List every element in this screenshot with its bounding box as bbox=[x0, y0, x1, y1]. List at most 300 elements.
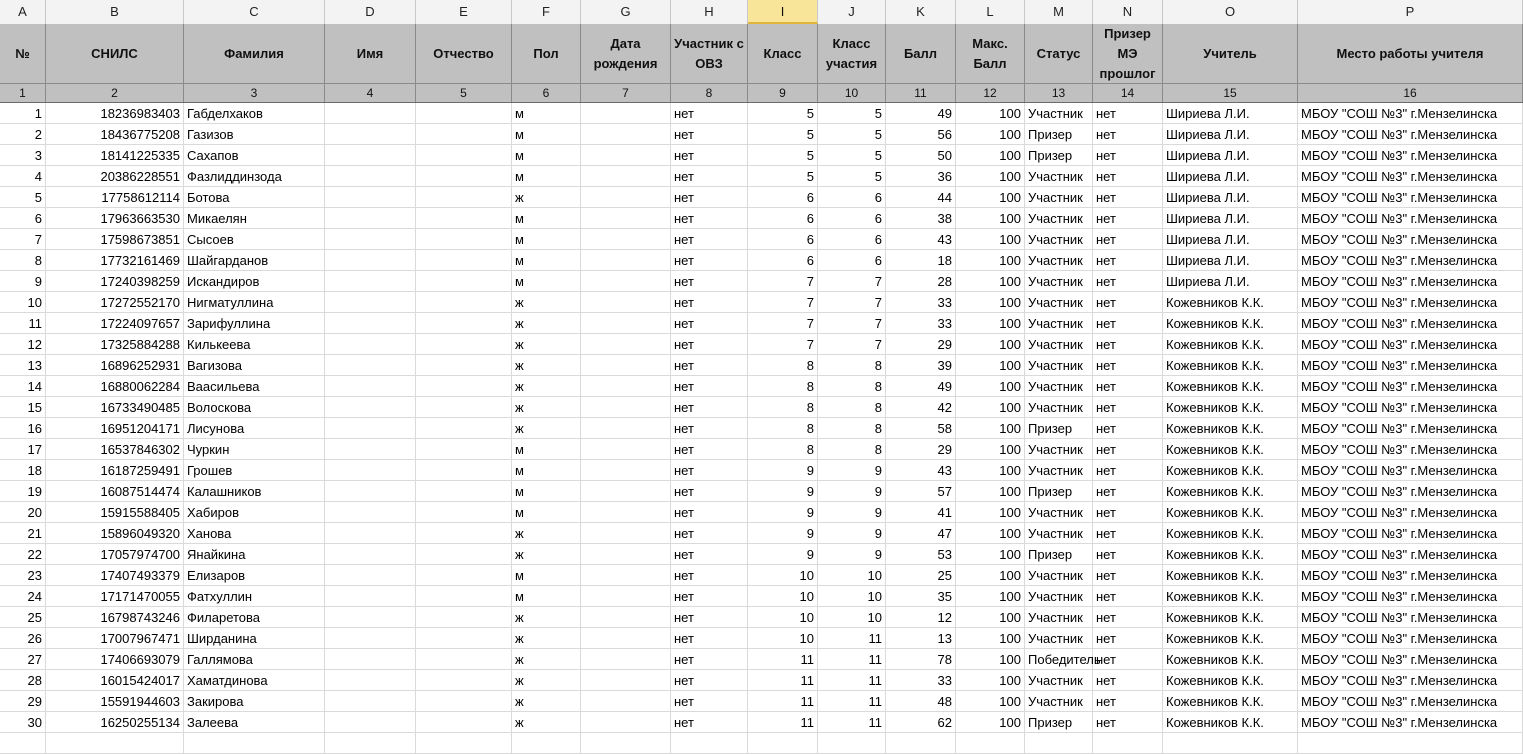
header-cell[interactable]: Фамилия bbox=[184, 24, 325, 84]
table-cell[interactable]: м bbox=[512, 481, 581, 502]
table-cell[interactable] bbox=[581, 397, 671, 418]
table-cell-empty[interactable] bbox=[581, 733, 671, 754]
table-cell[interactable]: м bbox=[512, 103, 581, 124]
table-cell[interactable]: Кожевников К.К. bbox=[1163, 313, 1298, 334]
table-cell[interactable] bbox=[416, 565, 512, 586]
header-cell[interactable]: Имя bbox=[325, 24, 416, 84]
table-cell[interactable]: 30 bbox=[0, 712, 46, 733]
table-cell[interactable]: МБОУ "СОШ №3" г.Мензелинска bbox=[1298, 691, 1523, 712]
table-cell[interactable] bbox=[325, 103, 416, 124]
table-cell[interactable]: нет bbox=[1093, 271, 1163, 292]
table-cell[interactable]: Килькеева bbox=[184, 334, 325, 355]
table-cell[interactable]: 28 bbox=[886, 271, 956, 292]
table-cell[interactable] bbox=[416, 586, 512, 607]
table-cell[interactable] bbox=[581, 649, 671, 670]
table-cell[interactable]: нет bbox=[1093, 712, 1163, 733]
table-cell[interactable]: 4 bbox=[0, 166, 46, 187]
table-cell[interactable]: 16880062284 bbox=[46, 376, 184, 397]
table-cell[interactable] bbox=[325, 418, 416, 439]
table-cell[interactable]: 8 bbox=[818, 376, 886, 397]
table-cell[interactable]: 7 bbox=[748, 334, 818, 355]
table-cell[interactable]: нет bbox=[671, 439, 748, 460]
table-cell[interactable]: МБОУ "СОШ №3" г.Мензелинска bbox=[1298, 250, 1523, 271]
table-cell[interactable]: 100 bbox=[956, 460, 1025, 481]
table-cell[interactable]: Участник bbox=[1025, 208, 1093, 229]
table-cell[interactable]: 100 bbox=[956, 670, 1025, 691]
table-cell[interactable]: 16187259491 bbox=[46, 460, 184, 481]
table-cell[interactable]: 1 bbox=[0, 103, 46, 124]
table-cell[interactable]: 20386228551 bbox=[46, 166, 184, 187]
table-cell[interactable]: 33 bbox=[886, 313, 956, 334]
table-cell[interactable]: ж bbox=[512, 418, 581, 439]
table-cell[interactable]: нет bbox=[1093, 124, 1163, 145]
table-cell[interactable]: Шириева Л.И. bbox=[1163, 187, 1298, 208]
table-cell[interactable] bbox=[581, 145, 671, 166]
table-cell[interactable]: 100 bbox=[956, 418, 1025, 439]
table-cell[interactable]: Кожевников К.К. bbox=[1163, 565, 1298, 586]
table-cell[interactable]: Участник bbox=[1025, 439, 1093, 460]
table-cell[interactable]: 10 bbox=[748, 607, 818, 628]
table-cell[interactable]: ж bbox=[512, 313, 581, 334]
table-cell[interactable] bbox=[416, 187, 512, 208]
table-cell[interactable]: МБОУ "СОШ №3" г.Мензелинска bbox=[1298, 628, 1523, 649]
header-cell[interactable]: Отчество bbox=[416, 24, 512, 84]
table-cell[interactable]: 11 bbox=[818, 628, 886, 649]
table-cell[interactable]: Призер bbox=[1025, 124, 1093, 145]
table-cell[interactable]: 17272552170 bbox=[46, 292, 184, 313]
table-cell[interactable]: 100 bbox=[956, 397, 1025, 418]
table-cell[interactable] bbox=[325, 502, 416, 523]
table-cell[interactable]: 100 bbox=[956, 691, 1025, 712]
table-cell[interactable]: 50 bbox=[886, 145, 956, 166]
table-cell[interactable]: нет bbox=[1093, 334, 1163, 355]
table-cell[interactable] bbox=[325, 313, 416, 334]
table-cell[interactable] bbox=[581, 418, 671, 439]
table-cell[interactable]: Кожевников К.К. bbox=[1163, 397, 1298, 418]
table-cell[interactable] bbox=[581, 103, 671, 124]
table-cell[interactable] bbox=[325, 670, 416, 691]
table-cell[interactable]: м bbox=[512, 439, 581, 460]
column-header-m[interactable]: M bbox=[1025, 0, 1093, 24]
table-cell[interactable]: нет bbox=[671, 187, 748, 208]
table-cell[interactable]: 10 bbox=[748, 565, 818, 586]
table-cell[interactable]: нет bbox=[671, 712, 748, 733]
table-cell[interactable]: 100 bbox=[956, 103, 1025, 124]
table-cell[interactable]: 15896049320 bbox=[46, 523, 184, 544]
table-cell[interactable] bbox=[581, 229, 671, 250]
table-cell[interactable]: нет bbox=[1093, 103, 1163, 124]
table-cell[interactable]: Галлямова bbox=[184, 649, 325, 670]
column-header-g[interactable]: G bbox=[581, 0, 671, 24]
table-cell[interactable]: нет bbox=[1093, 502, 1163, 523]
table-cell[interactable]: 39 bbox=[886, 355, 956, 376]
table-cell[interactable]: 8 bbox=[748, 397, 818, 418]
table-cell[interactable]: МБОУ "СОШ №3" г.Мензелинска bbox=[1298, 460, 1523, 481]
column-number-cell[interactable]: 1 bbox=[0, 84, 46, 102]
table-cell[interactable] bbox=[416, 292, 512, 313]
table-cell[interactable]: 53 bbox=[886, 544, 956, 565]
table-cell[interactable]: нет bbox=[671, 166, 748, 187]
table-cell[interactable]: ж bbox=[512, 691, 581, 712]
table-cell[interactable]: ж bbox=[512, 187, 581, 208]
table-cell[interactable]: нет bbox=[671, 607, 748, 628]
table-cell[interactable]: Шириева Л.И. bbox=[1163, 166, 1298, 187]
table-cell[interactable] bbox=[416, 481, 512, 502]
table-cell[interactable]: 15591944603 bbox=[46, 691, 184, 712]
table-cell[interactable]: Кожевников К.К. bbox=[1163, 418, 1298, 439]
table-cell[interactable]: Шириева Л.И. bbox=[1163, 271, 1298, 292]
table-cell[interactable]: Газизов bbox=[184, 124, 325, 145]
table-cell[interactable]: МБОУ "СОШ №3" г.Мензелинска bbox=[1298, 397, 1523, 418]
header-cell[interactable]: Дата рождения bbox=[581, 24, 671, 84]
column-number-cell[interactable]: 7 bbox=[581, 84, 671, 102]
table-cell[interactable]: нет bbox=[1093, 208, 1163, 229]
table-cell[interactable]: Участник bbox=[1025, 502, 1093, 523]
table-cell[interactable]: Ваасильева bbox=[184, 376, 325, 397]
table-cell[interactable] bbox=[325, 376, 416, 397]
table-cell[interactable]: 56 bbox=[886, 124, 956, 145]
table-cell[interactable]: нет bbox=[1093, 649, 1163, 670]
table-cell[interactable]: 100 bbox=[956, 481, 1025, 502]
table-cell[interactable]: Участник bbox=[1025, 229, 1093, 250]
table-cell[interactable]: МБОУ "СОШ №3" г.Мензелинска bbox=[1298, 334, 1523, 355]
table-cell[interactable]: нет bbox=[1093, 523, 1163, 544]
column-header-d[interactable]: D bbox=[325, 0, 416, 24]
table-cell[interactable] bbox=[416, 208, 512, 229]
table-cell[interactable]: 8 bbox=[0, 250, 46, 271]
table-cell[interactable]: Участник bbox=[1025, 565, 1093, 586]
table-cell[interactable]: Зарифуллина bbox=[184, 313, 325, 334]
column-header-e[interactable]: E bbox=[416, 0, 512, 24]
table-cell[interactable]: нет bbox=[671, 334, 748, 355]
table-cell[interactable]: нет bbox=[671, 124, 748, 145]
table-cell-empty[interactable] bbox=[184, 733, 325, 754]
table-cell[interactable]: 8 bbox=[748, 355, 818, 376]
table-cell[interactable] bbox=[581, 166, 671, 187]
table-cell[interactable] bbox=[581, 439, 671, 460]
table-cell[interactable]: 48 bbox=[886, 691, 956, 712]
table-cell[interactable]: ж bbox=[512, 355, 581, 376]
table-cell-empty[interactable] bbox=[46, 733, 184, 754]
table-cell[interactable] bbox=[416, 124, 512, 145]
table-cell[interactable]: 100 bbox=[956, 250, 1025, 271]
table-cell[interactable] bbox=[325, 271, 416, 292]
table-cell[interactable]: Хаматдинова bbox=[184, 670, 325, 691]
table-cell[interactable]: 16798743246 bbox=[46, 607, 184, 628]
column-header-f[interactable]: F bbox=[512, 0, 581, 24]
table-cell[interactable]: 100 bbox=[956, 229, 1025, 250]
table-cell[interactable]: 78 bbox=[886, 649, 956, 670]
table-cell[interactable]: МБОУ "СОШ №3" г.Мензелинска bbox=[1298, 145, 1523, 166]
table-cell[interactable]: 100 bbox=[956, 166, 1025, 187]
table-cell[interactable]: нет bbox=[1093, 166, 1163, 187]
table-cell[interactable]: 8 bbox=[818, 355, 886, 376]
table-cell[interactable]: ж bbox=[512, 544, 581, 565]
table-cell[interactable]: Кожевников К.К. bbox=[1163, 628, 1298, 649]
table-cell[interactable] bbox=[325, 565, 416, 586]
table-cell[interactable]: 10 bbox=[818, 586, 886, 607]
table-cell[interactable] bbox=[581, 712, 671, 733]
table-cell[interactable]: Фатхуллин bbox=[184, 586, 325, 607]
table-cell[interactable]: нет bbox=[671, 460, 748, 481]
table-cell[interactable] bbox=[581, 628, 671, 649]
table-cell[interactable]: нет bbox=[1093, 229, 1163, 250]
table-cell[interactable]: 5 bbox=[818, 103, 886, 124]
table-cell[interactable]: МБОУ "СОШ №3" г.Мензелинска bbox=[1298, 166, 1523, 187]
table-cell[interactable]: 18 bbox=[0, 460, 46, 481]
table-cell[interactable]: 17963663530 bbox=[46, 208, 184, 229]
table-cell[interactable]: 7 bbox=[748, 292, 818, 313]
table-cell[interactable]: 58 bbox=[886, 418, 956, 439]
table-cell[interactable]: Участник bbox=[1025, 250, 1093, 271]
table-cell[interactable]: нет bbox=[671, 208, 748, 229]
column-number-cell[interactable]: 11 bbox=[886, 84, 956, 102]
table-cell[interactable] bbox=[325, 439, 416, 460]
table-cell[interactable]: 5 bbox=[818, 124, 886, 145]
table-cell[interactable]: нет bbox=[671, 544, 748, 565]
table-cell[interactable] bbox=[325, 397, 416, 418]
table-cell[interactable]: 6 bbox=[748, 208, 818, 229]
table-cell[interactable] bbox=[325, 355, 416, 376]
table-cell[interactable] bbox=[416, 103, 512, 124]
column-number-cell[interactable]: 8 bbox=[671, 84, 748, 102]
table-cell[interactable] bbox=[581, 271, 671, 292]
column-header-o[interactable]: O bbox=[1163, 0, 1298, 24]
table-cell[interactable]: нет bbox=[671, 418, 748, 439]
table-cell[interactable]: Шириева Л.И. bbox=[1163, 250, 1298, 271]
table-cell[interactable] bbox=[325, 250, 416, 271]
table-cell[interactable] bbox=[416, 166, 512, 187]
table-cell[interactable] bbox=[581, 334, 671, 355]
table-cell[interactable]: МБОУ "СОШ №3" г.Мензелинска bbox=[1298, 586, 1523, 607]
table-cell[interactable]: м bbox=[512, 502, 581, 523]
table-cell[interactable]: Сысоев bbox=[184, 229, 325, 250]
column-number-cell[interactable]: 10 bbox=[818, 84, 886, 102]
table-cell[interactable] bbox=[325, 586, 416, 607]
table-cell[interactable]: нет bbox=[1093, 439, 1163, 460]
table-cell[interactable]: 11 bbox=[818, 712, 886, 733]
table-cell[interactable]: 100 bbox=[956, 607, 1025, 628]
table-cell[interactable]: 17732161469 bbox=[46, 250, 184, 271]
table-cell[interactable]: 9 bbox=[818, 544, 886, 565]
column-number-cell[interactable]: 14 bbox=[1093, 84, 1163, 102]
table-cell[interactable]: нет bbox=[671, 691, 748, 712]
table-cell[interactable]: 17758612114 bbox=[46, 187, 184, 208]
table-cell[interactable] bbox=[581, 292, 671, 313]
table-cell[interactable]: 25 bbox=[0, 607, 46, 628]
table-cell[interactable]: 16537846302 bbox=[46, 439, 184, 460]
table-cell[interactable]: ж bbox=[512, 628, 581, 649]
table-cell[interactable] bbox=[581, 124, 671, 145]
table-cell[interactable]: 17407493379 bbox=[46, 565, 184, 586]
table-cell[interactable]: Участник bbox=[1025, 313, 1093, 334]
table-cell[interactable]: 3 bbox=[0, 145, 46, 166]
table-cell[interactable]: 100 bbox=[956, 712, 1025, 733]
table-cell[interactable]: Участник bbox=[1025, 271, 1093, 292]
table-cell-empty[interactable] bbox=[886, 733, 956, 754]
table-cell[interactable]: нет bbox=[1093, 628, 1163, 649]
table-cell[interactable] bbox=[325, 481, 416, 502]
table-cell[interactable]: Шириева Л.И. bbox=[1163, 103, 1298, 124]
table-cell[interactable]: 17325884288 bbox=[46, 334, 184, 355]
table-cell[interactable]: 22 bbox=[0, 544, 46, 565]
table-cell[interactable]: 11 bbox=[748, 691, 818, 712]
table-cell[interactable]: 42 bbox=[886, 397, 956, 418]
table-cell[interactable]: нет bbox=[671, 250, 748, 271]
table-cell[interactable]: Участник bbox=[1025, 397, 1093, 418]
table-cell[interactable]: Шириева Л.И. bbox=[1163, 229, 1298, 250]
table-cell[interactable] bbox=[416, 712, 512, 733]
table-cell[interactable] bbox=[581, 355, 671, 376]
table-cell[interactable]: 21 bbox=[0, 523, 46, 544]
table-cell[interactable] bbox=[581, 544, 671, 565]
table-cell[interactable]: 100 bbox=[956, 271, 1025, 292]
table-cell[interactable]: Участник bbox=[1025, 334, 1093, 355]
table-cell[interactable] bbox=[581, 187, 671, 208]
table-cell[interactable]: 29 bbox=[886, 334, 956, 355]
table-cell[interactable]: 18236983403 bbox=[46, 103, 184, 124]
table-cell[interactable]: Кожевников К.К. bbox=[1163, 292, 1298, 313]
table-cell[interactable]: м bbox=[512, 145, 581, 166]
table-cell[interactable]: 100 bbox=[956, 208, 1025, 229]
table-cell[interactable]: 9 bbox=[818, 460, 886, 481]
table-cell[interactable]: МБОУ "СОШ №3" г.Мензелинска bbox=[1298, 607, 1523, 628]
table-cell[interactable]: 5 bbox=[0, 187, 46, 208]
table-cell[interactable]: 49 bbox=[886, 376, 956, 397]
column-header-c[interactable]: C bbox=[184, 0, 325, 24]
table-cell[interactable]: Искандиров bbox=[184, 271, 325, 292]
table-cell[interactable]: 9 bbox=[748, 544, 818, 565]
table-cell[interactable]: Участник bbox=[1025, 691, 1093, 712]
table-cell[interactable]: Участник bbox=[1025, 292, 1093, 313]
table-cell[interactable] bbox=[416, 439, 512, 460]
table-cell[interactable]: 20 bbox=[0, 502, 46, 523]
table-cell[interactable]: 13 bbox=[886, 628, 956, 649]
table-cell[interactable]: нет bbox=[671, 397, 748, 418]
table-cell[interactable]: 17 bbox=[0, 439, 46, 460]
table-cell[interactable]: Участник bbox=[1025, 586, 1093, 607]
table-cell[interactable]: 100 bbox=[956, 649, 1025, 670]
table-cell[interactable]: 100 bbox=[956, 292, 1025, 313]
table-cell[interactable]: 17406693079 bbox=[46, 649, 184, 670]
table-cell-empty[interactable] bbox=[1298, 733, 1523, 754]
table-cell[interactable]: 6 bbox=[748, 229, 818, 250]
table-cell[interactable]: 18141225335 bbox=[46, 145, 184, 166]
table-cell[interactable]: МБОУ "СОШ №3" г.Мензелинска bbox=[1298, 439, 1523, 460]
table-cell[interactable]: нет bbox=[1093, 355, 1163, 376]
table-cell[interactable]: МБОУ "СОШ №3" г.Мензелинска bbox=[1298, 313, 1523, 334]
table-cell[interactable]: 62 bbox=[886, 712, 956, 733]
table-cell[interactable] bbox=[416, 376, 512, 397]
table-cell[interactable] bbox=[416, 649, 512, 670]
table-cell[interactable]: 10 bbox=[0, 292, 46, 313]
table-cell[interactable]: 43 bbox=[886, 460, 956, 481]
table-cell[interactable]: 100 bbox=[956, 187, 1025, 208]
table-cell[interactable]: 16087514474 bbox=[46, 481, 184, 502]
table-cell[interactable] bbox=[325, 229, 416, 250]
table-cell[interactable]: 33 bbox=[886, 670, 956, 691]
table-cell[interactable]: 11 bbox=[748, 649, 818, 670]
table-cell[interactable] bbox=[416, 355, 512, 376]
table-cell[interactable]: ж bbox=[512, 649, 581, 670]
table-cell[interactable]: 43 bbox=[886, 229, 956, 250]
table-cell[interactable]: Участник bbox=[1025, 628, 1093, 649]
table-cell[interactable]: нет bbox=[671, 502, 748, 523]
table-cell[interactable] bbox=[325, 334, 416, 355]
table-cell[interactable]: нет bbox=[1093, 292, 1163, 313]
table-cell[interactable]: Кожевников К.К. bbox=[1163, 607, 1298, 628]
table-cell[interactable] bbox=[325, 691, 416, 712]
table-cell[interactable]: Кожевников К.К. bbox=[1163, 670, 1298, 691]
table-cell[interactable]: Кожевников К.К. bbox=[1163, 355, 1298, 376]
table-cell[interactable]: нет bbox=[1093, 460, 1163, 481]
table-cell[interactable]: 15 bbox=[0, 397, 46, 418]
table-cell[interactable]: ж bbox=[512, 670, 581, 691]
table-cell[interactable]: ж bbox=[512, 292, 581, 313]
table-cell[interactable]: Кожевников К.К. bbox=[1163, 712, 1298, 733]
table-cell[interactable]: м bbox=[512, 460, 581, 481]
table-cell[interactable] bbox=[581, 607, 671, 628]
column-header-b[interactable]: B bbox=[46, 0, 184, 24]
header-cell[interactable]: Класс bbox=[748, 24, 818, 84]
table-cell[interactable]: 23 bbox=[0, 565, 46, 586]
table-cell[interactable]: Калашников bbox=[184, 481, 325, 502]
table-cell[interactable] bbox=[581, 250, 671, 271]
table-cell[interactable]: ж bbox=[512, 523, 581, 544]
table-cell[interactable]: 38 bbox=[886, 208, 956, 229]
table-cell[interactable]: 7 bbox=[818, 271, 886, 292]
table-cell[interactable]: нет bbox=[671, 670, 748, 691]
table-cell[interactable]: 9 bbox=[748, 460, 818, 481]
table-cell[interactable]: 25 bbox=[886, 565, 956, 586]
table-cell[interactable] bbox=[325, 166, 416, 187]
table-cell[interactable]: МБОУ "СОШ №3" г.Мензелинска bbox=[1298, 208, 1523, 229]
table-cell[interactable]: м bbox=[512, 229, 581, 250]
table-cell[interactable]: нет bbox=[671, 376, 748, 397]
table-cell[interactable]: Ширданина bbox=[184, 628, 325, 649]
column-header-i[interactable]: I bbox=[748, 0, 818, 24]
table-cell[interactable]: 28 bbox=[0, 670, 46, 691]
table-cell[interactable]: нет bbox=[1093, 586, 1163, 607]
table-cell[interactable]: 7 bbox=[818, 292, 886, 313]
column-header-n[interactable]: N bbox=[1093, 0, 1163, 24]
table-cell[interactable]: 8 bbox=[818, 397, 886, 418]
table-cell[interactable]: Участник bbox=[1025, 355, 1093, 376]
table-cell[interactable]: 100 bbox=[956, 502, 1025, 523]
table-cell[interactable] bbox=[325, 187, 416, 208]
table-cell[interactable]: Микаелян bbox=[184, 208, 325, 229]
column-header-p[interactable]: P bbox=[1298, 0, 1523, 24]
table-cell[interactable]: 17598673851 bbox=[46, 229, 184, 250]
table-cell[interactable]: 15915588405 bbox=[46, 502, 184, 523]
table-cell[interactable] bbox=[325, 523, 416, 544]
table-cell[interactable]: МБОУ "СОШ №3" г.Мензелинска bbox=[1298, 187, 1523, 208]
table-cell[interactable]: Призер bbox=[1025, 712, 1093, 733]
table-cell[interactable]: 12 bbox=[0, 334, 46, 355]
table-cell[interactable]: Участник bbox=[1025, 460, 1093, 481]
table-cell[interactable]: 6 bbox=[818, 229, 886, 250]
table-cell[interactable]: Кожевников К.К. bbox=[1163, 691, 1298, 712]
table-cell[interactable] bbox=[581, 523, 671, 544]
table-cell[interactable]: 7 bbox=[748, 271, 818, 292]
table-cell[interactable]: Кожевников К.К. bbox=[1163, 376, 1298, 397]
table-cell[interactable]: 16015424017 bbox=[46, 670, 184, 691]
table-cell[interactable]: 17007967471 bbox=[46, 628, 184, 649]
table-cell[interactable]: 35 bbox=[886, 586, 956, 607]
header-cell[interactable]: Учитель bbox=[1163, 24, 1298, 84]
table-cell[interactable]: МБОУ "СОШ №3" г.Мензелинска bbox=[1298, 544, 1523, 565]
table-cell[interactable]: Лисунова bbox=[184, 418, 325, 439]
